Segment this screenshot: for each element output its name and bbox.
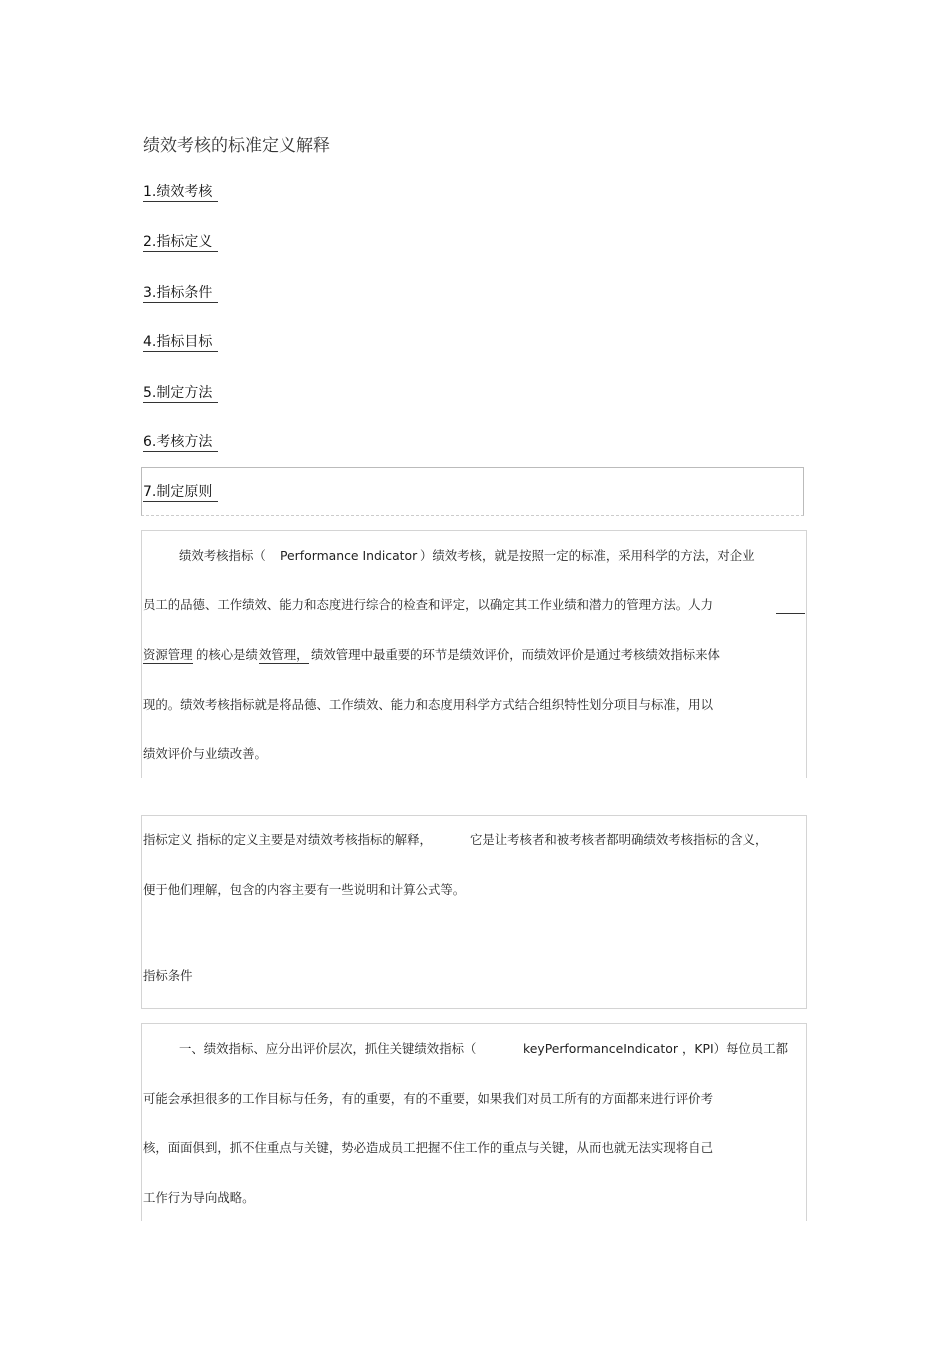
- toc-item-7[interactable]: 7.制定原则: [143, 483, 218, 502]
- p1-line-3d: 绩效管理中最重要的环节是绩效评价，而绩效评价是通过考核绩效指标来体: [311, 647, 720, 662]
- p1-line-5: 绩效评价与业绩改善。: [143, 746, 267, 761]
- toc-item-4[interactable]: 4.指标目标: [143, 333, 218, 352]
- p3-line-3: 核，面面俱到，抓不住重点与关键，势必造成员工把握不住工作的重点与关键，从而也就无法实现将自己: [143, 1140, 713, 1155]
- p1-line-3b: 的核心是绩: [196, 647, 258, 662]
- p1-line-4: 现的。绩效考核指标就是将品德、工作绩效、能力和态度用科学方式结合组织特性划分项目与标准，用以: [143, 697, 713, 712]
- toc-item-1[interactable]: 1.绩效考核: [143, 183, 218, 202]
- toc-item-5[interactable]: 5.制定方法: [143, 384, 218, 403]
- section-heading-indicator-conditions: 指标条件: [143, 968, 193, 983]
- p3-line-2: 可能会承担很多的工作目标与任务，有的重要，有的不重要，如果我们对员工所有的方面都来进行评价考: [143, 1091, 713, 1106]
- toc-item-6[interactable]: 6.考核方法: [143, 433, 218, 452]
- p1-line-1a: 绩效考核指标（: [179, 548, 266, 563]
- p1-line-1b: Performance Indicator: [280, 548, 418, 563]
- p3-line-1c: ，KPI）每位员工都: [682, 1041, 788, 1056]
- link-performance-management[interactable]: 效管理，: [259, 647, 309, 662]
- p3-line-1b: keyPerformanceIndicator: [523, 1041, 678, 1056]
- p2-line-2: 便于他们理解，包含的内容主要有一些说明和计算公式等。: [143, 882, 466, 897]
- toc-item-3[interactable]: 3.指标条件: [143, 284, 218, 303]
- underline-stub: [776, 613, 805, 614]
- p3-line-4: 工作行为导向战略。: [143, 1190, 255, 1205]
- document-title: 绩效考核的标准定义解释: [143, 136, 330, 156]
- toc-item-7-frame: [141, 467, 804, 516]
- toc-item-2[interactable]: 2.指标定义: [143, 233, 218, 252]
- p3-line-1a: 一、绩效指标、应分出评价层次，抓住关键绩效指标（: [179, 1041, 477, 1056]
- p2-line-1a: 指标定义 指标的定义主要是对绩效考核指标的解释，: [143, 832, 432, 847]
- p1-line-2: 员工的品德、工作绩效、能力和态度进行综合的检查和评定，以确定其工作业绩和潜力的管理方法。人力: [143, 597, 713, 612]
- p1-line-1c: ）绩效考核，就是按照一定的标准，采用科学的方法，对企业: [420, 548, 755, 563]
- link-resource-management[interactable]: 资源管理: [143, 647, 193, 662]
- p2-line-1b: 它是让考核者和被考核者都明确绩效考核指标的含义，: [470, 832, 768, 847]
